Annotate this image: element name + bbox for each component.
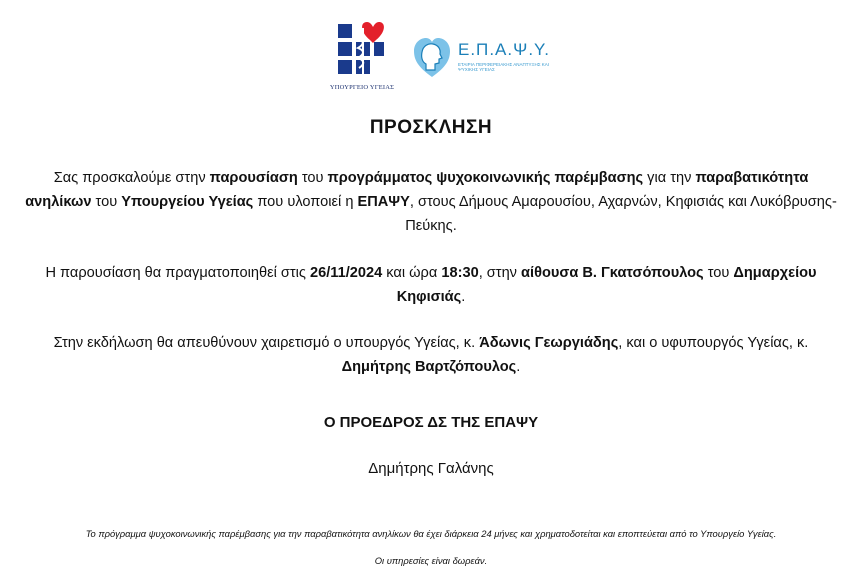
ministry-caption: ΥΠΟΥΡΓΕΙΟ ΥΓΕΙΑΣ: [329, 84, 395, 91]
epapsy-subtitle: ΕΤΑΙΡΙΑ ΠΕΡΙΦΕΡΕΙΑΚΗΣ ΑΝΑΠΤΥΞΗΣ ΚΑΙ ΨΥΧΙΚΗΣ ΥΓΕΙΑΣ: [458, 62, 550, 72]
event-hall: αίθουσα Β. Γκατσόπουλος: [521, 265, 704, 281]
text: του: [703, 265, 734, 281]
document-title: ΠΡΟΣΚΛΗΣΗ: [369, 117, 493, 138]
text: Η παρουσίαση θα πραγματοποιηθεί στις: [45, 265, 310, 281]
text: που υλοποιεί η: [253, 194, 358, 210]
speakers-paragraph: [20, 331, 842, 379]
text: του: [297, 170, 328, 186]
speaker-minister: Άδωνις Γεωργιάδης: [479, 335, 619, 351]
emphasis: προγράμματος ψυχοκοινωνικής παρέμβασης: [327, 170, 644, 186]
epapsy-name: Ε.Π.Α.Ψ.Υ.: [458, 40, 550, 59]
text: , στους Δήμους Αμαρουσίου, Αχαρνών, Κηφισιάς και Λυκόβρυσης-Πεύκης.: [405, 194, 837, 234]
event-time: 18:30: [441, 265, 479, 281]
signatory-title: Ο ΠΡΟΕΔΡΟΣ ΔΣ ΤΗΣ ΕΠΑΨΥ: [323, 414, 539, 431]
invitation-paragraph: [20, 166, 842, 238]
emphasis: Υπουργείου Υγείας: [121, 194, 254, 210]
emphasis: παρουσίαση: [209, 170, 298, 186]
text: , και ο υφυπουργός Υγείας, κ.: [618, 335, 809, 351]
logo-header: [0, 18, 862, 94]
text: .: [461, 289, 466, 305]
epapsy-head-icon: [412, 36, 452, 80]
text: του: [91, 194, 122, 210]
event-date: 26/11/2024: [310, 265, 383, 281]
event-details-paragraph: [20, 261, 842, 309]
footnote-free: Οι υπηρεσίες είναι δωρεάν.: [374, 555, 488, 566]
emphasis: παραβατικότητα ανηλίκων: [25, 170, 809, 210]
text: και ώρα: [382, 265, 442, 281]
text: για την: [643, 170, 696, 186]
footnote-program: Το πρόγραμμα ψυχοκοινωνικής παρέμβασης για την παραβατικότητα ανηλίκων θα έχει διάρκεια 24 μήνες και χρηματοδοτείται και εποπτεύεται από το Υπουργείο Υγείας.: [85, 528, 777, 539]
text: Σας προσκαλούμε στην: [53, 170, 210, 186]
ministry-of-health-logo: [330, 18, 390, 94]
signatory-name: Δημήτρης Γαλάνης: [368, 460, 494, 477]
text: .: [516, 359, 521, 375]
text: Στην εκδήλωση θα απευθύνουν χαιρετισμό ο υπουργός Υγείας, κ.: [53, 335, 480, 351]
emphasis: ΕΠΑΨΥ: [357, 194, 410, 210]
text: , στην: [478, 265, 522, 281]
speaker-deputy-minister: Δημήτρης Βαρτζόπουλος: [341, 359, 517, 375]
event-venue: Δημαρχείου Κηφισιάς: [396, 265, 817, 305]
